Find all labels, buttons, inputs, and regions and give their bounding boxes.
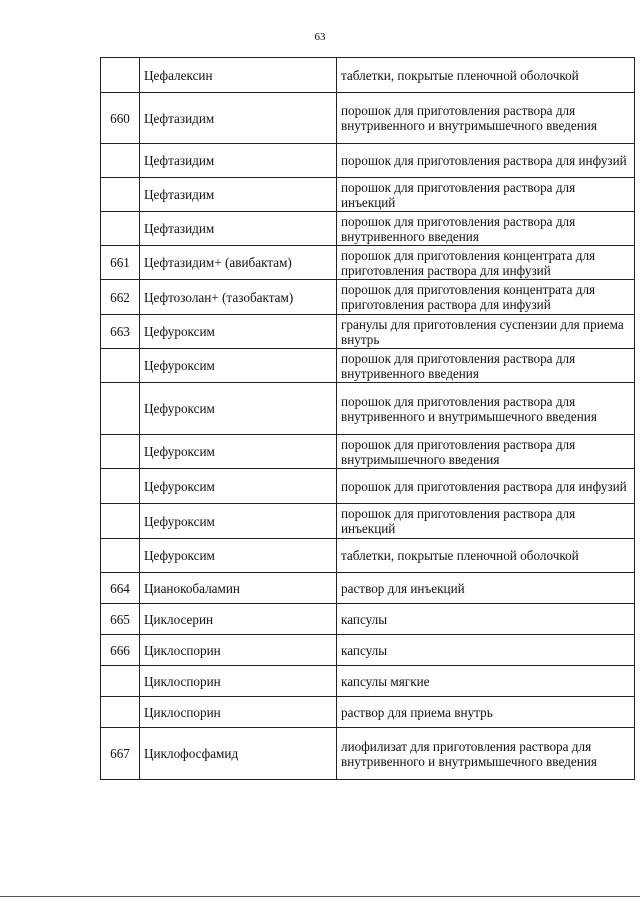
dosage-form: порошок для приготовления раствора для внутривенного и внутримышечного введения bbox=[337, 383, 635, 435]
drug-name: Цефтазидим+ (авибактам) bbox=[140, 246, 337, 280]
drug-name: Цианокобаламин bbox=[140, 573, 337, 604]
table-row bbox=[101, 435, 635, 469]
row-number bbox=[101, 349, 140, 383]
drug-name: Цефтазидим bbox=[140, 93, 337, 144]
table-row bbox=[101, 178, 635, 212]
drug-name: Циклоспорин bbox=[140, 666, 337, 697]
table-row bbox=[101, 697, 635, 728]
drug-name: Цефтазидим bbox=[140, 178, 337, 212]
dosage-form: таблетки, покрытые пленочной оболочкой bbox=[337, 539, 635, 573]
drug-name: Циклосерин bbox=[140, 604, 337, 635]
row-number: 666 bbox=[101, 635, 140, 666]
row-number bbox=[101, 504, 140, 539]
table-row bbox=[101, 349, 635, 383]
dosage-form: порошок для приготовления раствора для инъекций bbox=[337, 504, 635, 539]
dosage-form: гранулы для приготовления суспензии для приема внутрь bbox=[337, 315, 635, 349]
dosage-form: порошок для приготовления концентрата для приготовления раствора для инфузий bbox=[337, 246, 635, 280]
row-number bbox=[101, 435, 140, 469]
drug-name: Цефтазидим bbox=[140, 212, 337, 246]
drug-name: Цефуроксим bbox=[140, 504, 337, 539]
row-number bbox=[101, 178, 140, 212]
table-row bbox=[101, 573, 635, 604]
row-number: 661 bbox=[101, 246, 140, 280]
row-number bbox=[101, 469, 140, 504]
drug-name: Цефуроксим bbox=[140, 315, 337, 349]
drug-name: Циклоспорин bbox=[140, 635, 337, 666]
dosage-form: порошок для приготовления раствора для внутривенного введения bbox=[337, 349, 635, 383]
drug-name: Цефуроксим bbox=[140, 469, 337, 504]
table-row bbox=[101, 144, 635, 178]
drug-name: Цефтазидим bbox=[140, 144, 337, 178]
dosage-form: порошок для приготовления раствора для инфузий bbox=[337, 144, 635, 178]
table-row bbox=[101, 469, 635, 504]
row-number: 662 bbox=[101, 280, 140, 315]
row-number: 664 bbox=[101, 573, 140, 604]
table-row bbox=[101, 539, 635, 573]
dosage-form: капсулы мягкие bbox=[337, 666, 635, 697]
table-row bbox=[101, 383, 635, 435]
table-row bbox=[101, 315, 635, 349]
table-row bbox=[101, 604, 635, 635]
table-row bbox=[101, 666, 635, 697]
dosage-form: порошок для приготовления раствора для внутривенного и внутримышечного введения bbox=[337, 93, 635, 144]
dosage-form: порошок для приготовления концентрата для приготовления раствора для инфузий bbox=[337, 280, 635, 315]
dosage-form: таблетки, покрытые пленочной оболочкой bbox=[337, 58, 635, 93]
drug-name: Цефуроксим bbox=[140, 539, 337, 573]
drug-name: Цефтозолан+ (тазобактам) bbox=[140, 280, 337, 315]
drug-name: Цефуроксим bbox=[140, 349, 337, 383]
row-number bbox=[101, 212, 140, 246]
table-row bbox=[101, 58, 635, 93]
dosage-form: порошок для приготовления раствора для внутримышечного введения bbox=[337, 435, 635, 469]
dosage-form: лиофилизат для приготовления раствора для внутривенного и внутримышечного введения bbox=[337, 728, 635, 780]
dosage-form: порошок для приготовления раствора для внутривенного введения bbox=[337, 212, 635, 246]
drug-table bbox=[100, 57, 635, 780]
row-number bbox=[101, 666, 140, 697]
row-number: 663 bbox=[101, 315, 140, 349]
drug-name: Циклоспорин bbox=[140, 697, 337, 728]
dosage-form: порошок для приготовления раствора для инъекций bbox=[337, 178, 635, 212]
drug-name: Цефуроксим bbox=[140, 383, 337, 435]
row-number: 665 bbox=[101, 604, 140, 635]
dosage-form: раствор для приема внутрь bbox=[337, 697, 635, 728]
table-row bbox=[101, 246, 635, 280]
bottom-rule bbox=[0, 896, 640, 897]
row-number bbox=[101, 144, 140, 178]
row-number: 660 bbox=[101, 93, 140, 144]
table-row bbox=[101, 212, 635, 246]
drug-name: Циклофосфамид bbox=[140, 728, 337, 780]
page-number: 63 bbox=[314, 31, 326, 43]
row-number: 667 bbox=[101, 728, 140, 780]
table-row bbox=[101, 93, 635, 144]
table-row bbox=[101, 504, 635, 539]
row-number bbox=[101, 697, 140, 728]
drug-name: Цефалексин bbox=[140, 58, 337, 93]
row-number bbox=[101, 58, 140, 93]
row-number bbox=[101, 539, 140, 573]
row-number bbox=[101, 383, 140, 435]
dosage-form: раствор для инъекций bbox=[337, 573, 635, 604]
dosage-form: капсулы bbox=[337, 635, 635, 666]
drug-name: Цефуроксим bbox=[140, 435, 337, 469]
table-row bbox=[101, 728, 635, 780]
dosage-form: капсулы bbox=[337, 604, 635, 635]
table-row bbox=[101, 635, 635, 666]
table-row bbox=[101, 280, 635, 315]
dosage-form: порошок для приготовления раствора для инфузий bbox=[337, 469, 635, 504]
